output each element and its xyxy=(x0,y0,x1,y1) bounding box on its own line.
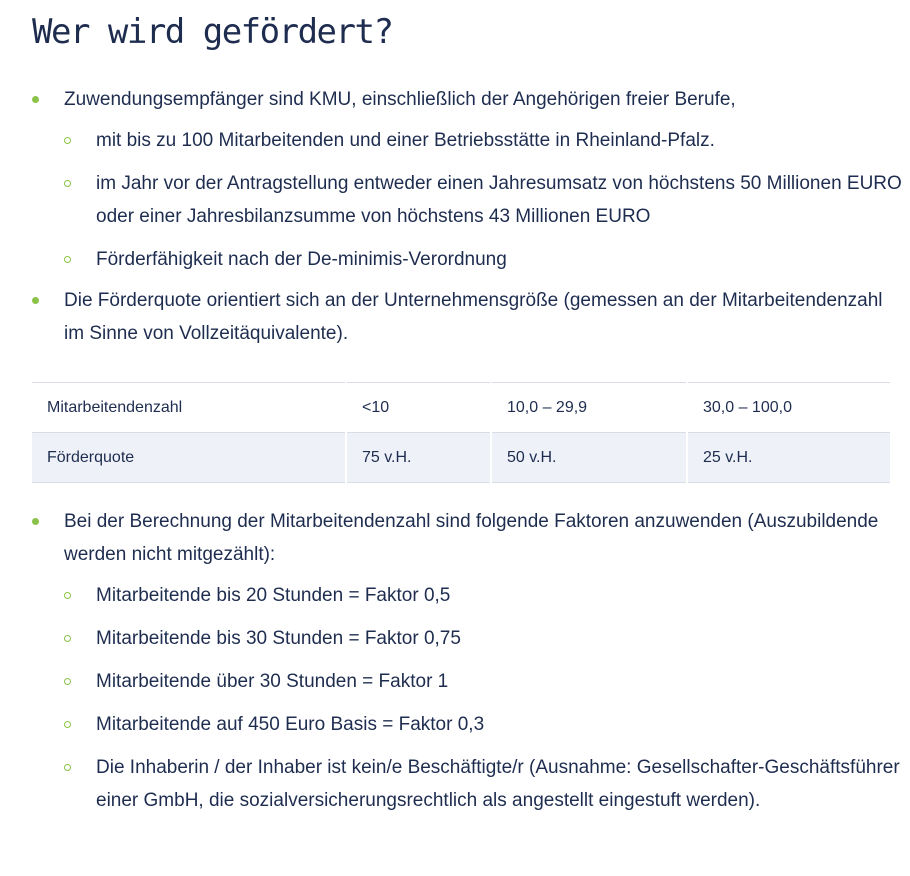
table-row xyxy=(32,383,890,433)
table-cell: 10,0 – 29,9 xyxy=(491,383,687,433)
sub-list-item-text: Mitarbeitende über 30 Stunden = Faktor 1 xyxy=(96,671,449,692)
sub-list xyxy=(64,579,902,817)
sub-list-item-text: Mitarbeitende bis 30 Stunden = Faktor 0,75 xyxy=(96,628,461,649)
table-cell: Förderquote xyxy=(32,433,346,483)
sub-list-item xyxy=(64,622,902,655)
bullet-dot-icon xyxy=(32,518,39,525)
eligibility-list xyxy=(32,83,902,350)
bullet-circle-icon xyxy=(64,180,71,187)
sub-list-item xyxy=(64,665,902,698)
sub-list-item xyxy=(64,751,902,817)
table-cell: 25 v.H. xyxy=(687,433,890,483)
sub-list-item xyxy=(64,124,902,157)
calculation-list xyxy=(32,505,902,827)
bullet-circle-icon xyxy=(64,592,71,599)
bullet-dot-icon xyxy=(32,297,39,304)
list-item xyxy=(32,83,902,276)
sub-list-item xyxy=(64,243,902,276)
table-cell: 50 v.H. xyxy=(491,433,687,483)
list-item-text: Die Förderquote orientiert sich an der Unternehmensgröße (gemessen an der Mitarbeitendenzahl im Sinne von Vollzeitäquivalente). xyxy=(64,290,883,344)
bullet-circle-icon xyxy=(64,678,71,685)
bullet-circle-icon xyxy=(64,764,71,771)
sub-list-item-text: mit bis zu 100 Mitarbeitenden und einer Betriebsstätte in Rheinland-Pfalz. xyxy=(96,130,715,151)
table-cell: 75 v.H. xyxy=(346,433,491,483)
sub-list-item-text: Mitarbeitende bis 20 Stunden = Faktor 0,5 xyxy=(96,585,451,606)
table-cell: Mitarbeitendenzahl xyxy=(32,383,346,433)
list-item-text: Zuwendungsempfänger sind KMU, einschließlich der Angehörigen freier Berufe, xyxy=(64,89,736,110)
sub-list-item-text: Mitarbeitende auf 450 Euro Basis = Faktor 0,3 xyxy=(96,714,485,735)
bullet-circle-icon xyxy=(64,635,71,642)
sub-list-item-text: Förderfähigkeit nach der De-minimis-Verordnung xyxy=(96,249,507,270)
list-item xyxy=(32,284,902,350)
table-row xyxy=(32,433,890,483)
table-cell: <10 xyxy=(346,383,491,433)
sub-list-item xyxy=(64,167,902,233)
bullet-dot-icon xyxy=(32,96,39,103)
list-item-text: Bei der Berechnung der Mitarbeitendenzahl sind folgende Faktoren anzuwenden (Auszubildende werden nicht mitgezählt): xyxy=(64,511,879,565)
bullet-circle-icon xyxy=(64,256,71,263)
sub-list-item xyxy=(64,708,902,741)
bullet-circle-icon xyxy=(64,137,71,144)
table-cell: 30,0 – 100,0 xyxy=(687,383,890,433)
sub-list-item-text: im Jahr vor der Antragstellung entweder einen Jahresumsatz von höchstens 50 Millionen EURO oder einer Jahresbilanzsumme von höchstens 43 Millionen EURO xyxy=(96,173,902,227)
sub-list-item xyxy=(64,579,902,612)
funding-rate-table xyxy=(32,382,890,483)
list-item xyxy=(32,505,902,817)
sub-list xyxy=(64,124,902,276)
page-title: Wer wird gefördert? xyxy=(32,12,393,52)
bullet-circle-icon xyxy=(64,721,71,728)
sub-list-item-text: Die Inhaberin / der Inhaber ist kein/e Beschäftigte/r (Ausnahme: Gesellschafter-Geschäftsführer einer GmbH, die sozialversicherungsrechtlich als angestellt eingestuft werden). xyxy=(96,757,900,811)
